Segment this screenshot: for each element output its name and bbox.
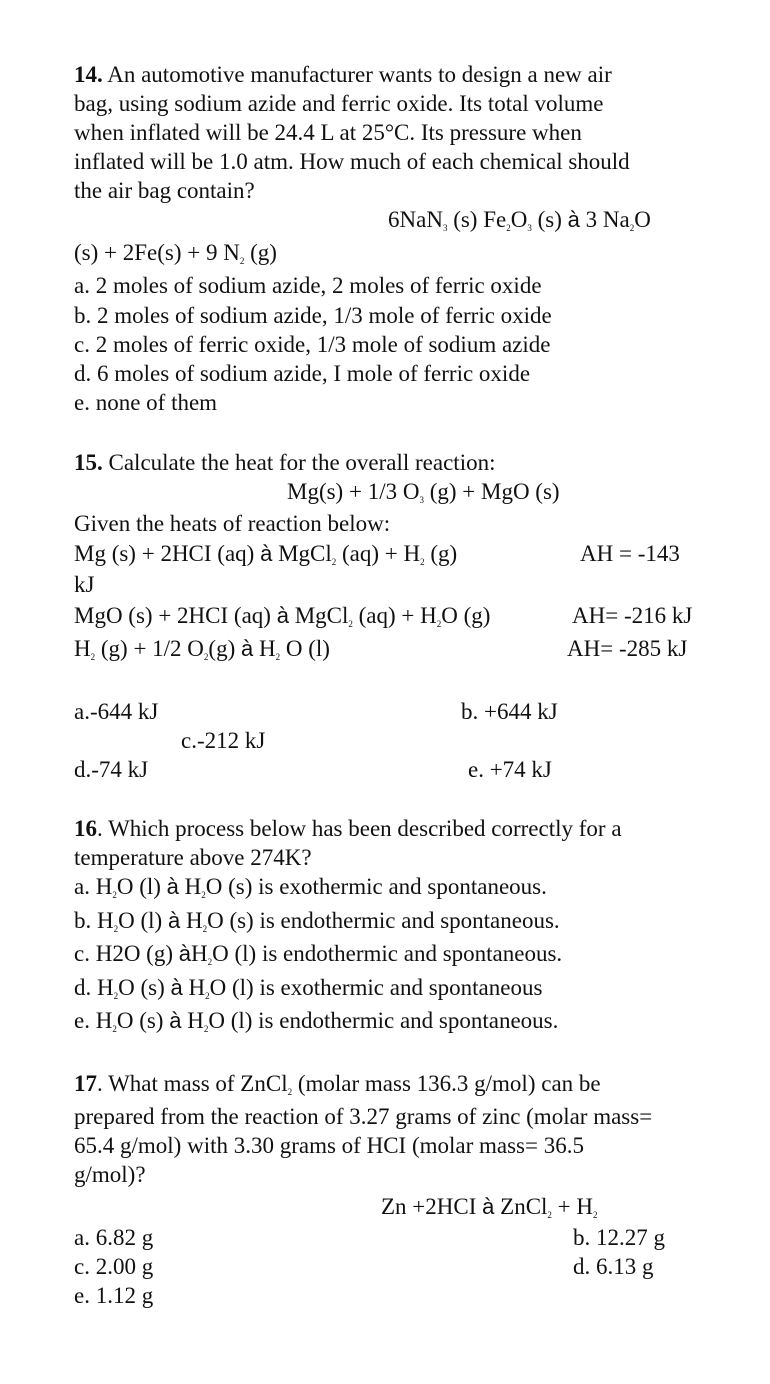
q15-reaction-3-enthalpy: AH= -285 kJ (567, 636, 688, 661)
q15-option-d: d.-74 kJ (74, 757, 149, 782)
q15-option-b: b. +644 kJ (461, 699, 558, 724)
q15-reaction-2: MgO (s) + 2HCI (aq) à MgCl$_2$ $(aq) + H_2O$ (g) (74, 603, 491, 629)
q16-stem-line-1: 16. Which process below has been described correctly for a (74, 816, 622, 841)
q16-option-b: b. $H_2O$ (l) à $H_2O$ (s) is endothermic and spontaneous. (74, 908, 560, 934)
q16-option-e: e. $H_2O$ (s) à $H_2O$ (l) is endothermic and spontaneous. (74, 1008, 559, 1034)
q15-reaction-2-enthalpy: AH= -216 kJ (572, 603, 693, 628)
q17-stem-line-2: prepared from the reaction of 3.27 grams of zinc (molar mass= (74, 1104, 653, 1129)
reaction-arrow-glyph: à (567, 207, 580, 232)
q14-stem-line-4: inflated will be 1.0 atm. How much of each chemical should (74, 149, 630, 174)
q15-reaction-1-enthalpy: AH = -143 (580, 541, 680, 566)
q15-option-e: e. +74 kJ (468, 757, 552, 782)
q16-stem-line-2: temperature above 274K? (74, 845, 312, 870)
q14-stem-line-1: 14. An automotive manufacturer wants to design a new air (74, 62, 612, 87)
q16-option-a: a. $H_2O$ (l) à $H_2O$ (s) is exothermic and spontaneous. (74, 874, 547, 900)
q14-option-a: a. 2 moles of sodium azide, 2 moles of ferric oxide (74, 273, 542, 298)
q14-option-b: b. 2 moles of sodium azide, 1/3 mole of ferric oxide (74, 303, 552, 328)
q17-stem-line-3: 65.4 g/mol) with 3.30 grams of HCI (molar mass= 36.5 (74, 1133, 584, 1158)
q17-stem-line-4: g/mol)? (74, 1162, 146, 1187)
q14-stem-line-2: bag, using sodium azide and ferric oxide. Its total volume (74, 91, 604, 116)
q15-reaction-1: Mg (s) + 2HCI (aq) à MgCl$_2$ $(aq) + H_2$ (g) (74, 541, 458, 567)
q14-option-d: d. 6 moles of sodium azide, I mole of ferric oxide (74, 361, 531, 386)
q17-option-c: c. 2.00 g (74, 1254, 154, 1279)
q14-equation-line-1: 6NaN$_3$ (s) $Fe_2O_3$ (s) à 3 $Na_2O$ (388, 207, 651, 233)
q14-option-e: e. none of them (74, 390, 218, 415)
q15-reaction-1-unit: kJ (74, 572, 95, 597)
q17-option-d: d. 6.13 g (573, 1254, 654, 1279)
q15-number: 15. (74, 450, 103, 475)
q14-equation-line-2: (s) + 2Fe(s) + 9 $N_2$ (g) (74, 240, 277, 266)
q16-option-d: d. $H_2O$ (s) à $H_2O$ (l) is exothermic and spontaneous (74, 975, 543, 1001)
q14-number: 14. (74, 62, 103, 87)
q17-stem-line-1: 17. What mass of ZnCl$_2$ (molar mass 136.3 g/mol) can be (74, 1071, 601, 1097)
q14-stem-line-5: the air bag contain? (74, 178, 255, 203)
q16-option-c: c. H2O (g) $àH_2O$ (l) is endothermic and spontaneous. (74, 941, 563, 967)
q15-given-label: Given the heats of reaction below: (74, 511, 391, 536)
q15-overall-reaction: Mg(s) + 1/3 $O_3$ (g) + MgO (s) (287, 479, 560, 505)
q14-option-c: c. 2 moles of ferric oxide, 1/3 mole of sodium azide (74, 332, 551, 357)
q15-stem: 15. Calculate the heat for the overall reaction: (74, 450, 496, 475)
q14-stem-line-3: when inflated will be 24.4 L at 25°C. Its pressure when (74, 120, 582, 145)
q15-reaction-3: $H_2$ (g) + 1/2 $O_2(g)$ à $H_2$ O (l) (74, 636, 330, 662)
q17-option-e: e. 1.12 g (74, 1283, 154, 1308)
q17-number: 17 (74, 1071, 97, 1096)
q16-number: 16 (74, 816, 97, 841)
q15-option-c: c.-212 kJ (181, 728, 266, 753)
q17-equation: Zn +2HCI à ZnCl$_2$ + $H_2$ (381, 1194, 598, 1220)
q17-option-b: b. 12.27 g (573, 1225, 665, 1250)
q17-option-a: a. 6.82 g (74, 1225, 154, 1250)
q15-option-a: a.-644 kJ (74, 699, 159, 724)
